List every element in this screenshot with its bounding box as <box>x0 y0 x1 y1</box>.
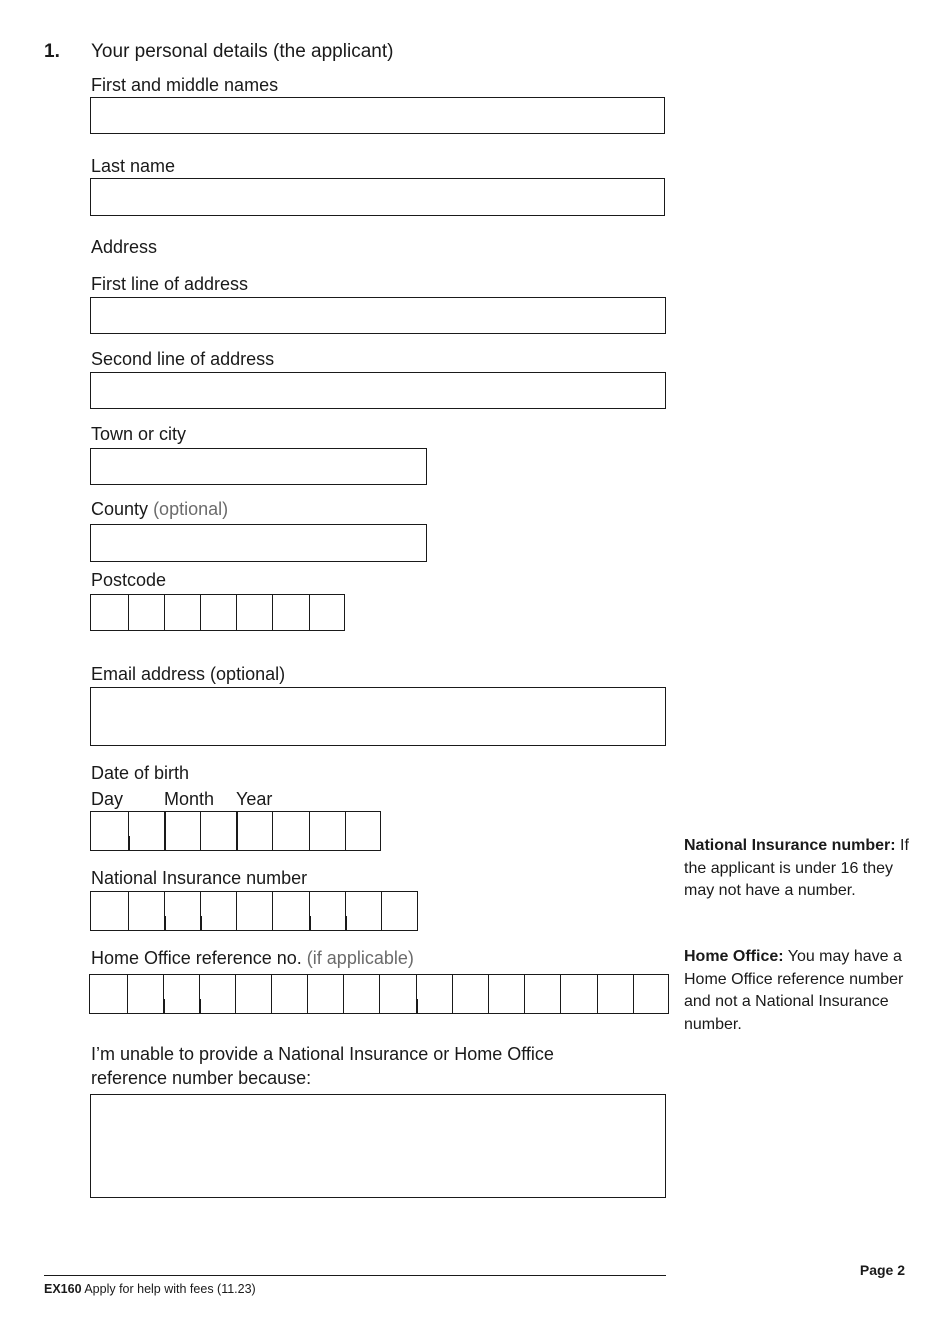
unable-reason-input[interactable] <box>90 1094 666 1198</box>
ni-cell[interactable] <box>309 892 345 930</box>
ho-cell[interactable] <box>127 975 163 1013</box>
page-number: Page 2 <box>859 1262 905 1278</box>
ho-cell[interactable] <box>488 975 524 1013</box>
ho-cell[interactable] <box>307 975 343 1013</box>
address-line2-input[interactable] <box>90 372 666 409</box>
county-label-text: County <box>91 499 149 519</box>
unable-reason-label-line1: I’m unable to provide a National Insurance or Home Office <box>91 1044 554 1064</box>
footer-divider <box>44 1275 666 1276</box>
ni-cell[interactable] <box>164 892 200 930</box>
ho-cell[interactable] <box>343 975 379 1013</box>
dob-year-label: Year <box>236 789 273 809</box>
home-office-side-note <box>684 946 914 1036</box>
ni-cell[interactable] <box>91 892 128 930</box>
postcode-cell[interactable] <box>128 595 164 630</box>
dob-year-cell[interactable] <box>236 812 272 850</box>
county-label <box>91 498 228 520</box>
ho-cell[interactable] <box>199 975 235 1013</box>
first-names-input[interactable] <box>90 97 665 134</box>
ho-cell[interactable] <box>560 975 597 1013</box>
ho-cell[interactable] <box>597 975 633 1013</box>
postcode-label: Postcode <box>91 570 167 590</box>
footer-form-code: EX160 <box>44 1282 82 1296</box>
dob-month-label: Month <box>164 789 215 809</box>
dob-month-cell[interactable] <box>164 812 200 850</box>
postcode-cell[interactable] <box>200 595 236 630</box>
ni-note-text: If the applicant is under 16 they may not have a number. <box>684 837 909 899</box>
dob-label: Date of birth <box>91 763 190 783</box>
first-names-label: First and middle names <box>91 75 279 95</box>
county-input[interactable] <box>90 524 427 562</box>
ni-number-input[interactable] <box>90 891 418 931</box>
ni-cell[interactable] <box>272 892 309 930</box>
dob-day-cell[interactable] <box>128 812 164 850</box>
address-line1-label: First line of address <box>91 274 249 294</box>
dob-input[interactable] <box>90 811 381 851</box>
ho-cell[interactable] <box>379 975 416 1013</box>
last-name-label: Last name <box>91 156 176 176</box>
town-input[interactable] <box>90 448 427 485</box>
last-name-input[interactable] <box>90 178 665 216</box>
ni-number-label: National Insurance number <box>91 868 308 888</box>
address-line2-label: Second line of address <box>91 349 275 369</box>
home-office-input[interactable] <box>89 974 669 1014</box>
ho-cell[interactable] <box>163 975 199 1013</box>
dob-day-label: Day <box>91 789 124 809</box>
dob-year-cell[interactable] <box>309 812 345 850</box>
ni-cell[interactable] <box>236 892 272 930</box>
town-label: Town or city <box>91 424 187 444</box>
ho-cell[interactable] <box>271 975 307 1013</box>
ni-note-heading: National Insurance number: <box>684 837 896 854</box>
home-office-label-text: Home Office reference no. <box>91 948 302 968</box>
ho-cell[interactable] <box>90 975 127 1013</box>
section-number: 1. <box>44 41 60 62</box>
ni-cell[interactable] <box>128 892 164 930</box>
county-optional-text: (optional) <box>153 499 229 519</box>
postcode-input[interactable] <box>90 594 345 631</box>
ho-cell[interactable] <box>524 975 560 1013</box>
ho-cell[interactable] <box>633 975 668 1013</box>
ho-cell[interactable] <box>416 975 452 1013</box>
dob-year-cell[interactable] <box>345 812 380 850</box>
ho-note-heading: Home Office: <box>684 948 784 965</box>
ni-cell[interactable] <box>200 892 236 930</box>
home-office-label <box>91 947 414 969</box>
email-label: Email address (optional) <box>91 664 286 684</box>
dob-month-cell[interactable] <box>200 812 236 850</box>
ho-cell[interactable] <box>452 975 488 1013</box>
ho-note-text: You may have a Home Office reference number and not a National Insurance number. <box>684 948 904 1033</box>
postcode-cell[interactable] <box>309 595 344 630</box>
ho-cell[interactable] <box>235 975 271 1013</box>
footer-form-title: Apply for help with fees (11.23) <box>84 1282 256 1296</box>
dob-day-cell[interactable] <box>91 812 128 850</box>
postcode-cell[interactable] <box>164 595 200 630</box>
section-title: Your personal details (the applicant) <box>91 41 394 62</box>
postcode-cell[interactable] <box>236 595 272 630</box>
address-line1-input[interactable] <box>90 297 666 334</box>
footer-form-info <box>44 1282 256 1296</box>
ni-side-note <box>684 835 914 903</box>
ni-cell[interactable] <box>381 892 415 930</box>
postcode-cell[interactable] <box>91 595 128 630</box>
ni-cell[interactable] <box>345 892 381 930</box>
email-input[interactable] <box>90 687 666 746</box>
address-heading: Address <box>91 237 158 257</box>
dob-year-cell[interactable] <box>272 812 309 850</box>
home-office-optional-text: (if applicable) <box>306 948 414 968</box>
postcode-cell[interactable] <box>272 595 309 630</box>
unable-reason-label-line2: reference number because: <box>91 1068 312 1088</box>
